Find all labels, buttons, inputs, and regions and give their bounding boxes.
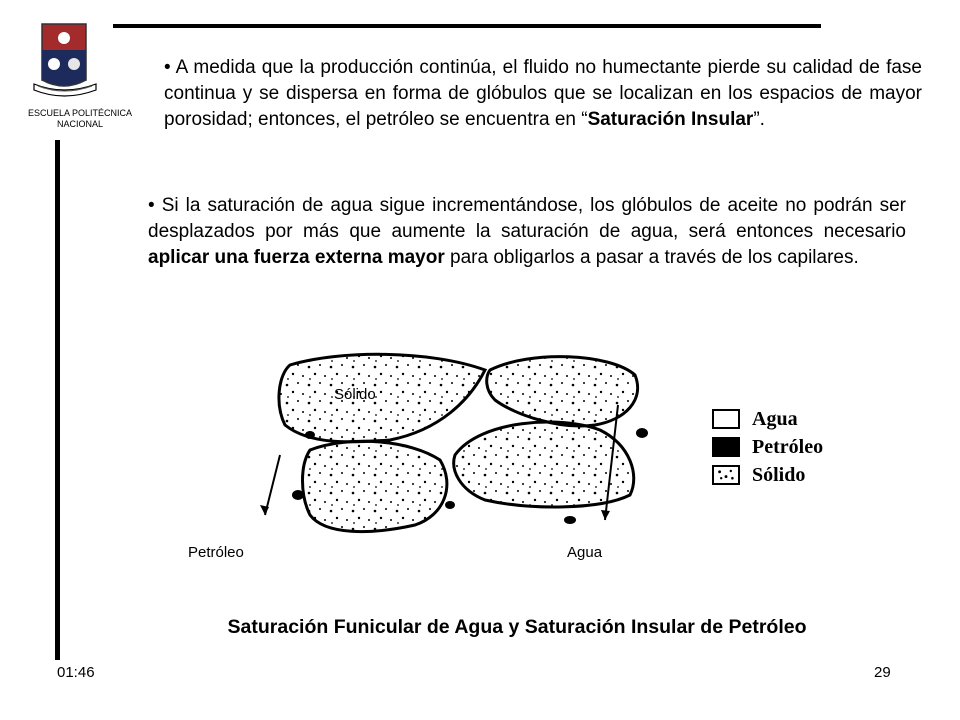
bullet: • bbox=[148, 195, 155, 216]
paragraph-text: A medida que la producción continúa, el fluido no humectante pierde su calidad de fase continua y se dispersa en forma de glóbulos que se localizan en los espacios de mayor porosidad; entonces, el petróleo se encuentra en “ bbox=[164, 57, 922, 130]
footer-time: 01:46 bbox=[57, 664, 95, 681]
page-number: 29 bbox=[874, 664, 891, 681]
pore-diagram bbox=[240, 345, 660, 545]
grain-top-right bbox=[487, 357, 638, 426]
legend-item-petroleo bbox=[712, 433, 823, 461]
institution-logo bbox=[30, 20, 130, 100]
grain-bottom-right bbox=[454, 422, 634, 507]
figure-caption: Saturación Funicular de Agua y Saturación Insular de Petróleo bbox=[227, 616, 807, 638]
label-petroleo: Petróleo bbox=[188, 544, 244, 561]
legend-item-solido bbox=[712, 461, 823, 489]
bullet: • bbox=[164, 57, 171, 78]
institution-name bbox=[5, 108, 155, 130]
oil-globule bbox=[636, 428, 648, 438]
paragraph-text: Si la saturación de agua sigue incrementándose, los glóbulos de aceite no podrán ser desplazados por más que aumente la saturación de agua, será entonces necesario bbox=[148, 195, 906, 242]
left-rule bbox=[55, 140, 60, 660]
label-agua: Agua bbox=[567, 544, 603, 561]
legend bbox=[712, 405, 823, 489]
oil-globule bbox=[445, 501, 455, 509]
legend-label: Sólido bbox=[752, 463, 806, 486]
grain-bottom-left bbox=[303, 441, 447, 531]
oil-globule bbox=[292, 490, 304, 500]
oil-globule bbox=[305, 431, 315, 439]
paragraph-bold: aplicar una fuerza externa mayor bbox=[148, 247, 445, 268]
oil-globule bbox=[564, 516, 576, 524]
petroleo-arrow bbox=[265, 455, 280, 515]
legend-label: Petróleo bbox=[752, 435, 824, 458]
paragraph-text-end: para obligarlos a pasar a través de los capilares. bbox=[444, 247, 859, 268]
paragraph-bold: Saturación Insular bbox=[587, 109, 754, 130]
grain-top-left bbox=[279, 354, 485, 442]
label-solido: Sólido bbox=[334, 386, 376, 403]
institution-name-line2: NACIONAL bbox=[56, 119, 103, 129]
solid-swatch bbox=[712, 465, 740, 485]
water-swatch bbox=[712, 409, 740, 429]
paragraph-text-end: ”. bbox=[753, 109, 765, 130]
legend-item-agua bbox=[712, 405, 823, 433]
top-rule bbox=[113, 24, 821, 28]
paragraph-fuerza-externa bbox=[148, 193, 906, 271]
paragraph-saturacion-insular bbox=[164, 55, 922, 133]
oil-swatch bbox=[712, 437, 740, 457]
legend-label: Agua bbox=[752, 407, 798, 430]
institution-name-line1: ESCUELA POLITÉCNICA bbox=[27, 108, 133, 118]
